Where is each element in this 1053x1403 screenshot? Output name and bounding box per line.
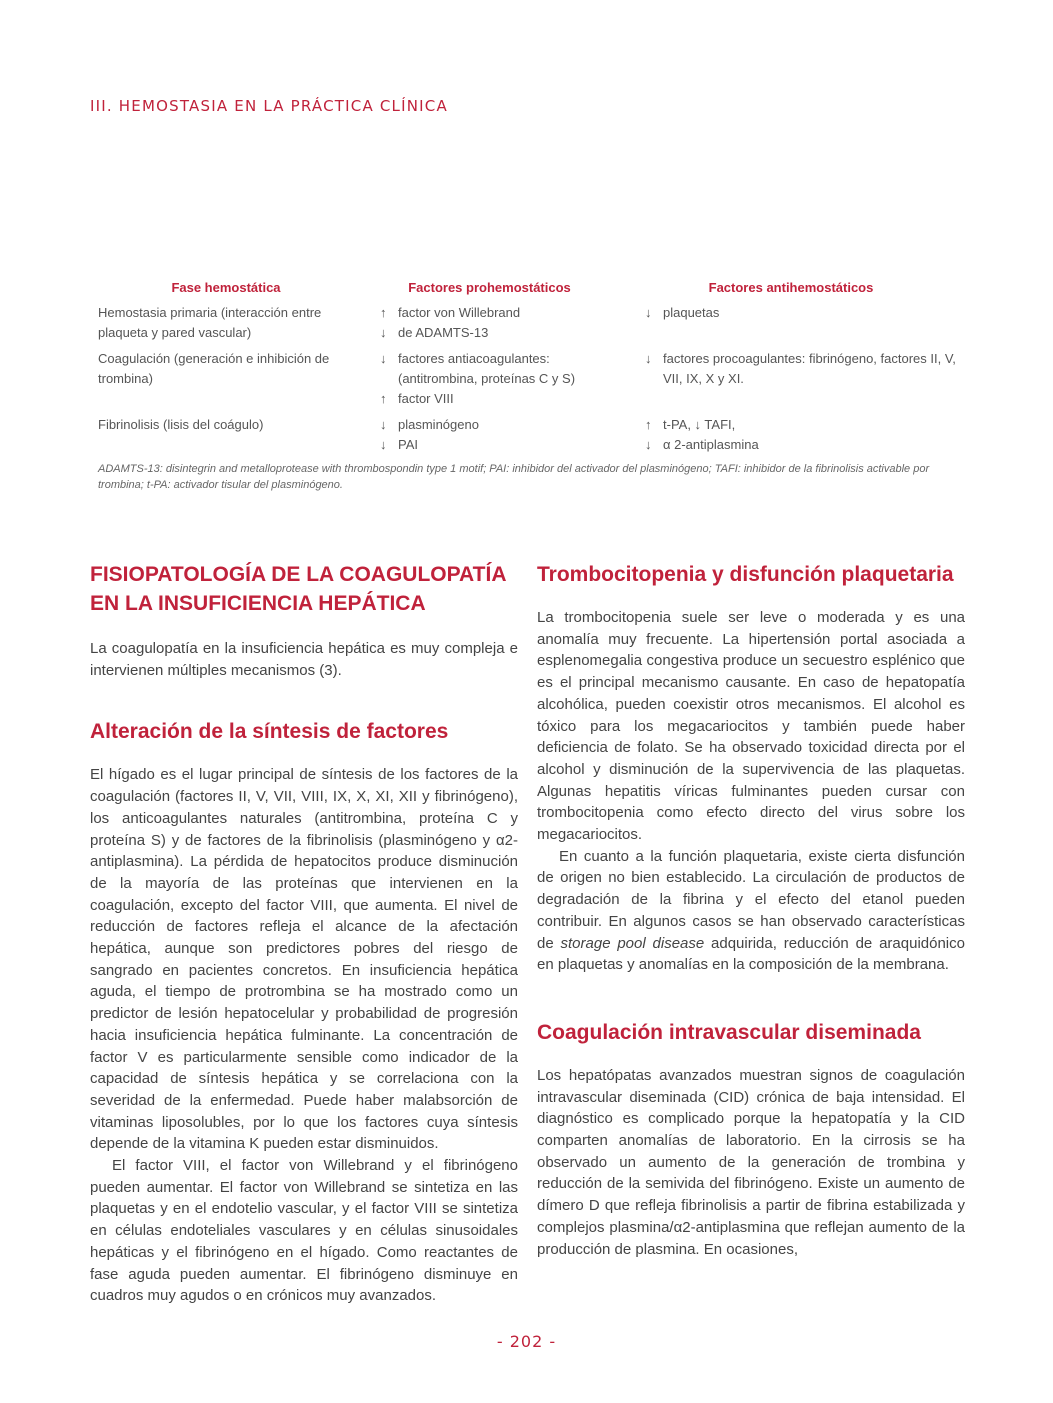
table-cell-text: factores procoagulantes: fibrinógeno, factores II, V, [663, 351, 956, 366]
table-cell-line [645, 303, 965, 323]
table-cell-text: factores antiacoagulantes: [398, 351, 550, 366]
arrow-down-icon: ↓ [380, 325, 387, 340]
section-heading-cid: Coagulación intravascular diseminada [537, 1020, 921, 1044]
table-cell-line [380, 435, 625, 455]
table-cell-anti [625, 303, 965, 343]
section-heading-trombocitopenia: Trombocitopenia y disfunción plaquetaria [537, 563, 954, 586]
table-cell-line [645, 435, 965, 455]
italic-term: storage pool disease [560, 934, 705, 952]
text-run: En cuanto a la función plaquetaria, existe cierta disfunción de origen no bien establecido. La circulación de productos de degradación de la fibrina y el efecto del etanol pueden contribuir. En algunos casos se han observado características de [537, 847, 965, 952]
table-header-pro: Factores prohemostáticos [408, 280, 571, 295]
page-number: - 202 - [496, 1332, 557, 1351]
table-cell-pro [370, 349, 625, 409]
table-cell-phase: Hemostasia primaria (interacción entre plaqueta y pared vascular) [98, 305, 322, 340]
arrow-down-icon: ↓ [645, 437, 652, 452]
table-cell-line [380, 303, 625, 323]
table-cell-line [380, 389, 625, 409]
arrow-up-icon: ↑ [645, 417, 652, 432]
arrow-up-icon: ↑ [380, 305, 387, 320]
table-cell-text: plaquetas [663, 305, 720, 320]
table-row [90, 349, 965, 409]
intro-paragraph: La coagulopatía en la insuficiencia hepática es muy compleja e intervienen múltiples mecanismos (3). [90, 640, 518, 679]
table-header [90, 280, 965, 295]
table-footnote: ADAMTS-13: disintegrin and metalloprotease with thrombospondin type 1 motif; PAI: inhibidor del activador del plasminógeno; TAFI: inhibidor de la fibrinolisis activable por trombina; t-PA: activador tisular del plasminógeno. [98, 463, 930, 491]
table-row [90, 415, 965, 455]
table-cell-pro [370, 303, 625, 343]
arrow-down-icon: ↓ [645, 351, 652, 366]
table-body [90, 303, 965, 455]
table-cell-phase: Coagulación (generación e inhibición de trombina) [98, 351, 330, 386]
table-cell-pro [370, 415, 625, 455]
section-heading-fisiopatologia: FISIOPATOLOGÍA DE LA COAGULOPATÍA EN LA INSUFICIENCIA HEPÁTICA [90, 563, 506, 615]
hemostasis-table [90, 280, 965, 493]
table-cell-text: t-PA, ↓ TAFI, [663, 417, 736, 432]
table-cell-anti [625, 349, 965, 409]
table-cell-text: factor VIII [398, 391, 454, 406]
text-run: adquirida, reducción de araquidónico en plaquetas y anomalías en la composición de la membrana. [537, 934, 965, 974]
body-paragraph [537, 846, 965, 976]
arrow-up-icon: ↑ [380, 391, 387, 406]
table-cell-text: α 2-antiplasmina [663, 437, 759, 452]
arrow-down-icon: ↓ [380, 437, 387, 452]
right-column [537, 560, 965, 1260]
table-cell-text: plasminógeno [398, 417, 479, 432]
table-cell-line [380, 415, 625, 435]
table-cell-anti [625, 415, 965, 455]
running-header: III. HEMOSTASIA EN LA PRÁCTICA CLÍNICA [90, 97, 448, 115]
left-column [90, 560, 518, 1307]
table-row [90, 303, 965, 343]
table-cell-text: PAI [398, 437, 418, 452]
table-cell-line [380, 349, 625, 369]
arrow-down-icon: ↓ [380, 417, 387, 432]
table-cell-line [645, 369, 965, 389]
body-paragraph: Los hepatópatas avanzados muestran signos de coagulación intravascular diseminada (CID) crónica de baja intensidad. El diagnóstico es complicado porque la hepatopatía y la CID comparten anomalías de laboratorio. En la cirrosis se ha observado un aumento de la generación de trombina y reducción de la semivida del fibrinógeno. Existe un aumento de dímero D que refleja fibrinolisis a partir de fibrina estabilizada y complejos plasmina/α2-antiplasmina que reflejan aumento de la producción de plasmina. En ocasiones, [537, 1066, 965, 1258]
table-header-anti: Factores antihemostáticos [708, 280, 874, 295]
table-cell-text: VII, IX, X y XI. [663, 371, 744, 386]
arrow-down-icon: ↓ [645, 305, 652, 320]
table-cell-line [645, 349, 965, 369]
body-paragraph: La trombocitopenia suele ser leve o moderada y es una anomalía muy frecuente. La hipertensión portal asociada a esplenomegalia congestiva produce un secuestro esplénico que es el principal mecanismo causante. En caso de hepatopatía alcohólica, pueden coexistir otros mecanismos. El alcohol es tóxico para los megacariocitos y también puede haber deficiencia de folato. Se ha observado toxicidad directa por el alcohol y disminución de la supervivencia de las plaquetas. Algunas hepatitis víricas fulminantes pueden cursar con trombocitopenia como efecto directo del virus sobre los megacariocitos. [537, 609, 965, 844]
table-header-phase: Fase hemostática [171, 280, 281, 295]
table-cell-text: de ADAMTS-13 [398, 325, 489, 340]
section-heading-sintesis: Alteración de la síntesis de factores [90, 720, 449, 744]
table-cell-line [645, 415, 965, 435]
table-cell-text: factor von Willebrand [398, 305, 521, 320]
body-paragraph: El factor VIII, el factor von Willebrand y el fibrinógeno pueden aumentar. El factor von Willebrand se sintetiza en las plaquetas y en el endotelio vascular, y el factor VIII se sintetiza en células endoteliales vasculares y en células sinusoidales hepáticas y el fibrinógeno en el hígado. Como reactantes de fase aguda pueden aumentar. El fibrinógeno disminuye en cuadros muy agudos o en crónicos muy avanzados. [90, 1157, 518, 1305]
body-paragraph: El hígado es el lugar principal de síntesis de los factores de la coagulación (factores II, V, VII, VIII, IX, X, XI, XII y fibrinógeno), los anticoagulantes naturales (antitrombina, proteína C y proteína S) y de factores de la fibrinolisis (plasminógeno y α2-antiplasmina). La pérdida de hepatocitos produce disminución de la mayoría de las proteínas que intervienen en la coagulación, excepto del factor VIII, que aumenta. El nivel de reducción de factores refleja el alcance de la afectación hepática, aunque son predictores pobres del riesgo de sangrado en pacientes concretos. En insuficiencia hepática aguda, el tiempo de protrombina se ha mostrado como un predictor de lesión hepatocelular y probabilidad de progresión hacia insuficiencia hepática fulminante. La concentración de factor V es particularmente sensible como indicador de la capacidad de síntesis hepática y se correlaciona con la severidad de la enfermedad. Puede haber malabsorción de vitaminas liposolubles, por lo que los factores cuya síntesis depende de la vitamina K pueden estar disminuidos. [90, 766, 518, 1153]
arrow-down-icon: ↓ [380, 351, 387, 366]
table-cell-text: (antitrombina, proteínas C y S) [398, 371, 576, 386]
table-cell-phase: Fibrinolisis (lisis del coágulo) [98, 417, 264, 432]
table-cell-line [380, 323, 625, 343]
table-cell-line [380, 369, 625, 389]
